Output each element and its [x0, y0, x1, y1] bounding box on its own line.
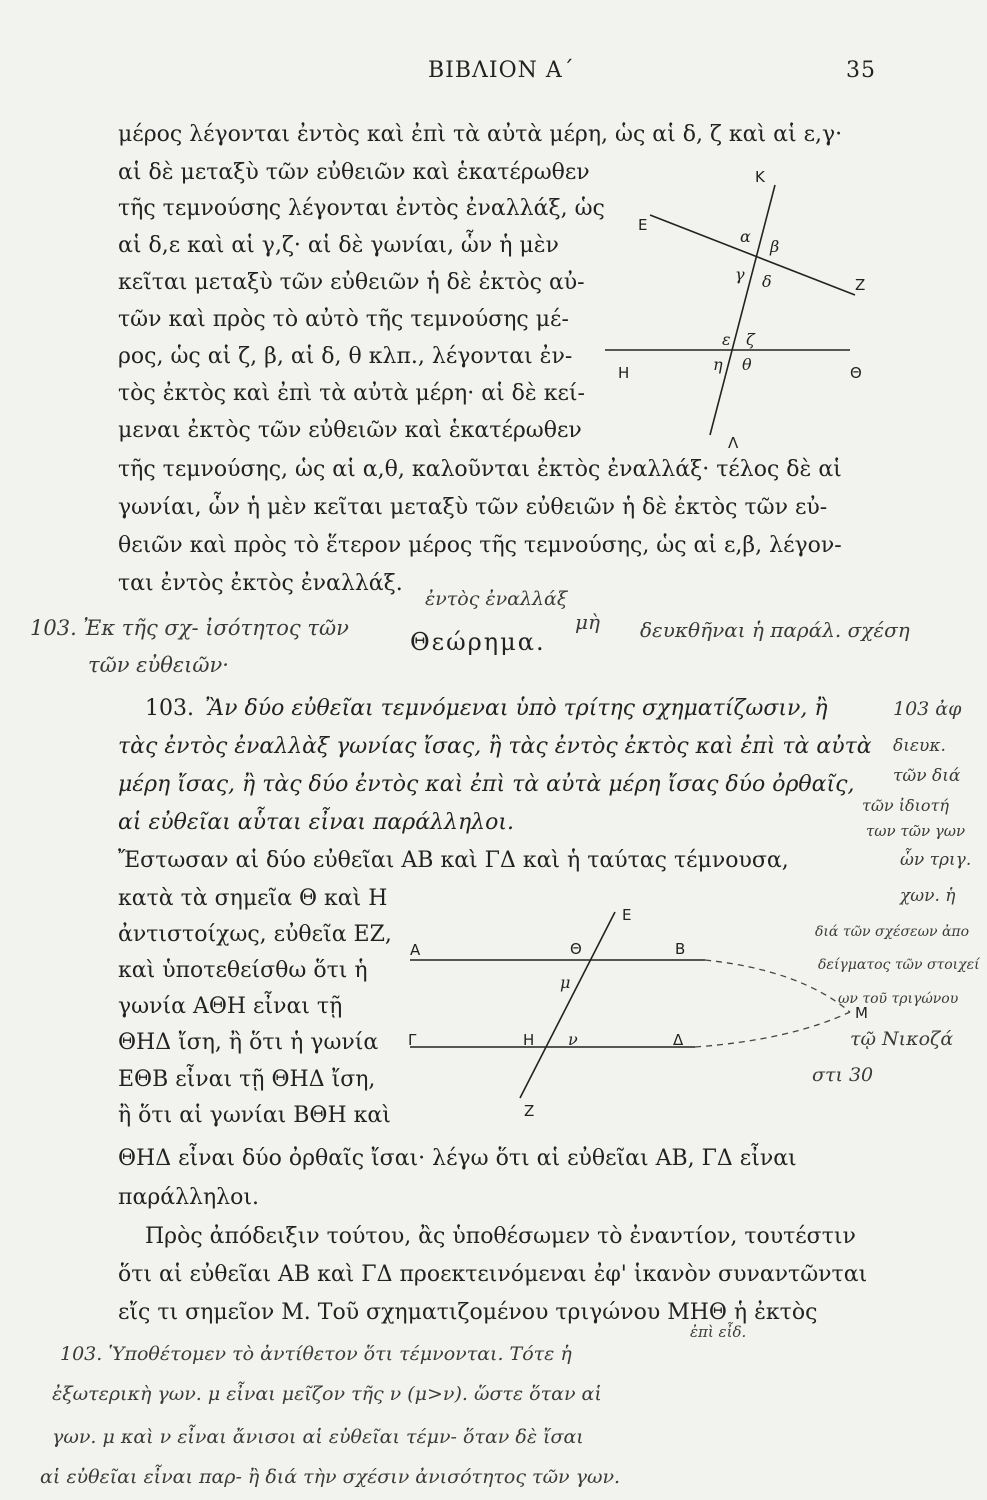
angle-nu: ν [568, 1030, 578, 1049]
text-line: μέρη ἴσας, ἢ τὰς δύο ἐντὸς καὶ ἐπὶ τὰ αὐτὰ μέρη ἴσας δύο ὀρθαῖς, [118, 772, 855, 797]
text-line: ται ἐντὸς ἐκτὸς ἐναλλάξ. [118, 571, 403, 596]
label-Lambda: Λ [728, 434, 739, 452]
handwritten-note: στι 30 [812, 1064, 874, 1086]
text-line: παράλληλοι. [118, 1185, 259, 1210]
handwritten-note: ἐντὸς ἐναλλάξ [425, 588, 568, 610]
running-title: ΒΙΒΛΙΟΝ Α΄ [428, 58, 575, 83]
theorem-number: 103. [145, 696, 194, 721]
handwritten-note: 103. Ὑποθέτομεν τὸ ἀντίθετον ὅτι τέμνονται. Τότε ἡ [60, 1343, 572, 1365]
handwritten-note: ὧν τριγ. [900, 850, 972, 870]
angle-beta: β [770, 237, 780, 256]
text-line: κεῖται μεταξὺ τῶν εὐθειῶν ἡ δὲ ἐκτὸς αὐ- [118, 270, 585, 295]
text-line: αἱ εὐθεῖαι αὗται εἶναι παράλληλοι. [118, 810, 514, 835]
label-K: Κ [755, 168, 765, 186]
angle-alpha: α [740, 227, 751, 246]
handwritten-note: τῶν διά [893, 766, 961, 786]
text-line: τῶν καὶ πρὸς τὸ αὐτὸ τῆς τεμνούσης μέ- [118, 307, 569, 332]
handwritten-note: χων. ἡ [900, 886, 956, 906]
handwritten-note: ἐξωτερικὴ γων. μ εἶναι μεῖζον τῆς ν (μ>ν). ὥστε ὅταν αἱ [52, 1383, 602, 1405]
handwritten-note: διευκ. [893, 736, 946, 756]
handwritten-note: γων. μ καὶ ν εἶναι ἄνισοι αἱ εὐθεῖαι τέμν- ὅταν δὲ ἴσαι [52, 1426, 584, 1448]
text-line: τὰς ἐντὸς ἐναλλὰξ γωνίας ἴσας, ἢ τὰς ἐντὸς ἐκτὸς καὶ ἐπὶ τὰ αὐτὰ [118, 734, 872, 759]
label-E: Ε [622, 906, 632, 924]
text-line: Ἂν δύο εὐθεῖαι τεμνόμεναι ὑπὸ τρίτης σχηματίζωσιν, ἢ [205, 696, 828, 721]
label-M: Μ [855, 1004, 868, 1022]
label-G: Γ [408, 1031, 417, 1049]
text-line: μεναι ἐκτὸς τῶν εὐθειῶν καὶ ἑκατέρωθεν [118, 418, 582, 443]
text-line: Πρὸς ἀπόδειξιν τούτου, ἂς ὑποθέσωμεν τὸ ἐναντίον, τουτέστιν [145, 1224, 856, 1249]
text-line: ΕΘΒ εἶναι τῇ ΘΗΔ ἴση, [118, 1067, 376, 1092]
text-line: γωνία ΑΘΗ εἶναι τῇ [118, 994, 343, 1019]
text-line: καὶ ὑποτεθείσθω ὅτι ἡ [118, 958, 368, 983]
handwritten-note: δείγματος τῶν στοιχεί [818, 957, 980, 973]
label-A: Α [410, 941, 421, 959]
line-EZ [520, 912, 615, 1098]
label-Z: Ζ [855, 276, 866, 294]
angle-epsilon: ε [722, 330, 731, 349]
figure-parallel-lines [400, 900, 880, 1130]
angle-mu: μ [560, 973, 571, 992]
label-Theta: Θ [850, 364, 862, 382]
label-H: Η [523, 1031, 535, 1049]
text-line: τῆς τεμνούσης λέγονται ἐντὸς ἐναλλάξ, ὡς [118, 196, 605, 221]
handwritten-note: τῶν ἰδιοτή [862, 796, 949, 815]
label-B: Β [675, 940, 686, 958]
handwritten-note: διά τῶν σχέσεων ἀπο [815, 924, 970, 940]
label-H: Η [618, 364, 630, 382]
text-line: μέρος λέγονται ἐντὸς καὶ ἐπὶ τὰ αὐτὰ μέρη, ὡς αἱ δ, ζ καὶ αἱ ε,γ· [118, 122, 843, 147]
text-line: ΘΗΔ εἶναι δύο ὀρθαῖς ἴσαι· λέγω ὅτι αἱ εὐθεῖαι ΑΒ, ΓΔ εἶναι [118, 1146, 797, 1171]
text-line: ὅτι αἱ εὐθεῖαι ΑΒ καὶ ΓΔ προεκτεινόμεναι ἐφ' ἱκανὸν συναντῶνται [118, 1262, 868, 1287]
text-line: αἱ δ,ε καὶ αἱ γ,ζ· αἱ δὲ γωνίαι, ὧν ἡ μὲν [118, 233, 559, 258]
text-line: ΘΗΔ ἴση, ἢ ὅτι ἡ γωνία [118, 1030, 379, 1055]
handwritten-note: των τῶν γων [866, 822, 966, 840]
label-Theta: Θ [570, 940, 582, 958]
handwritten-note: μὴ [575, 610, 600, 634]
handwritten-note: δευκθῆναι ἡ παράλ. σχέση [640, 618, 910, 642]
angle-zeta: ζ [746, 330, 755, 349]
text-line: εἴς τι σημεῖον Μ. Τοῦ σχηματιζομένου τριγώνου ΜΗΘ ἡ ἐκτὸς [118, 1300, 818, 1325]
line-EZ [650, 215, 855, 295]
text-line: ἢ ὅτι αἱ γωνίαι ΒΘΗ καὶ [118, 1103, 391, 1128]
page-number: 35 [846, 58, 876, 83]
label-D: Δ [673, 1031, 684, 1049]
text-line: αἱ δὲ μεταξὺ τῶν εὐθειῶν καὶ ἑκατέρωθεν [118, 160, 590, 185]
handwritten-note: 103. Ἐκ τῆς σχ- ἰσότητος τῶν [30, 616, 349, 640]
angle-delta: δ [762, 272, 772, 291]
handwritten-note: 103 ἀφ [893, 698, 962, 720]
line-K-Lambda [710, 185, 775, 435]
text-line: κατὰ τὰ σημεῖα Θ καὶ Η [118, 886, 388, 911]
angle-eta: η [713, 355, 723, 374]
text-line: τῆς τεμνούσης, ὡς αἱ α,θ, καλοῦνται ἐκτὸς ἐναλλάξ· τέλος δὲ αἱ [118, 457, 842, 482]
handwritten-note: τῶν εὐθειῶν· [88, 653, 229, 677]
text-line: ἀντιστοίχως, εὐθεῖα ΕΖ, [118, 922, 392, 947]
dashed-extension-GD [695, 1012, 850, 1047]
handwritten-note: τῷ Νικοζά [850, 1028, 954, 1050]
label-Z: Ζ [524, 1102, 535, 1120]
text-line: θειῶν καὶ πρὸς τὸ ἕτερον μέρος τῆς τεμνούσης, ὡς αἱ ε,β, λέγον- [118, 533, 842, 558]
angle-theta: θ [742, 355, 752, 374]
text-line: γωνίαι, ὧν ἡ μὲν κεῖται μεταξὺ τῶν εὐθειῶν ἡ δὲ ἐκτὸς τῶν εὐ- [118, 495, 828, 520]
angle-gamma: γ [735, 265, 745, 284]
theorem-heading: Θεώρημα. [410, 628, 546, 656]
text-line: Ἔστωσαν αἱ δύο εὐθεῖαι ΑΒ καὶ ΓΔ καὶ ἡ ταύτας τέμνουσα, [118, 848, 789, 873]
label-E: Ε [638, 216, 648, 234]
figure-transversal-angles [600, 160, 890, 460]
text-line: τὸς ἐκτὸς καὶ ἐπὶ τὰ αὐτὰ μέρη· αἱ δὲ κεί- [118, 381, 585, 406]
handwritten-note: ἐπὶ εἶδ. [690, 1323, 747, 1341]
text-line: ρος, ὡς αἱ ζ, β, αἱ δ, θ κλπ., λέγονται ἐν- [118, 344, 573, 369]
handwritten-note: ων τοῦ τριγώνου [838, 991, 959, 1007]
handwritten-note: αἱ εὐθεῖαι εἶναι παρ- ἢ διά τὴν σχέσιν ἀνισότητος τῶν γων. [40, 1466, 621, 1488]
